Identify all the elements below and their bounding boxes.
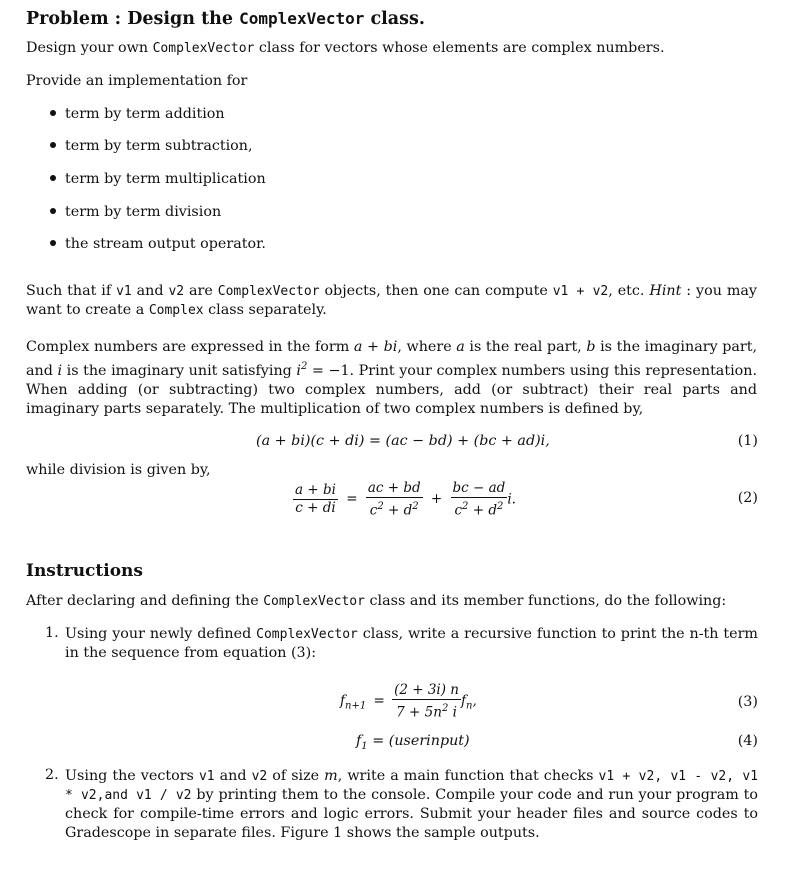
bullet-item xyxy=(50,138,253,154)
bullet-text: the stream output operator. xyxy=(65,236,266,252)
problem-label: Problem : xyxy=(26,9,122,29)
text: objects, then one can compute xyxy=(324,283,548,299)
code-v1: v1 xyxy=(116,284,132,299)
text: and xyxy=(219,768,247,784)
text: class, write a recursive function to print the n-th term in the sequence from equation (3): xyxy=(65,626,758,661)
hint-label: Hint xyxy=(649,283,682,299)
text: are xyxy=(189,283,213,299)
text: Using your newly defined xyxy=(65,626,252,642)
frac-num: a + bi xyxy=(295,482,336,499)
text: , where xyxy=(397,339,452,355)
frac-num: bc − ad xyxy=(452,480,506,496)
text: After declaring and defining the xyxy=(26,593,259,609)
problem-title xyxy=(26,9,425,29)
math-form: a + bi xyxy=(353,339,398,355)
math-m: m xyxy=(324,768,338,784)
bullet-text: term by term division xyxy=(65,204,222,220)
text: , etc. xyxy=(608,283,645,299)
instructions-heading: Instructions xyxy=(26,561,143,581)
complex-paragraph xyxy=(26,338,757,419)
equation-2: $\frac{a + bi}{c + di}$ = $\frac{ac + bd}{c^2 + d^2}$ + $\frac{bc - ad}{c^2 + d^2}$ i. xyxy=(295,480,516,519)
text: is the real part, xyxy=(469,339,582,355)
code-expr: v1 + v2 xyxy=(552,284,609,299)
text: Complex numbers are expressed in the form xyxy=(26,339,350,355)
bullet-dot-icon xyxy=(50,175,56,181)
frac-den: $c^2 + d^2$ xyxy=(369,501,419,519)
math-i: i xyxy=(296,362,301,379)
frac-num: (2 + 3i) n xyxy=(394,682,460,698)
intro-line xyxy=(26,40,665,56)
code-v2: v2 xyxy=(168,284,185,299)
provide-line: Provide an implementation for xyxy=(26,73,248,89)
item-2-text xyxy=(65,767,758,843)
text: is the imaginary unit satisfying xyxy=(66,362,292,379)
item-1-text xyxy=(65,625,758,663)
bullet-text: term by term multiplication xyxy=(65,171,266,187)
fraction xyxy=(451,481,508,519)
code-v2: v2 xyxy=(251,769,268,784)
fraction xyxy=(293,483,338,516)
problem-title-prefix: Design the xyxy=(127,9,234,29)
division-text: while division is given by, xyxy=(26,462,211,478)
text: class and its member functions, do the following: xyxy=(369,593,727,609)
math-i: i xyxy=(57,362,63,379)
bullet-dot-icon xyxy=(50,110,56,116)
intro-prefix: Design your own xyxy=(26,40,149,56)
text: of size xyxy=(272,768,320,784)
bullet-item xyxy=(50,204,221,220)
code-class-name: ComplexVector xyxy=(217,284,320,299)
frac-num: ac + bd xyxy=(367,480,421,496)
code-complex: Complex xyxy=(148,303,204,318)
text: : you may want to create a xyxy=(26,283,757,318)
math-a: a xyxy=(456,339,465,355)
equation-4-number: (4) xyxy=(737,733,758,749)
such-that-paragraph xyxy=(26,282,757,320)
problem-class-name: ComplexVector xyxy=(239,9,365,28)
equation-3-number: (3) xyxy=(737,694,758,710)
frac-den: c + di xyxy=(295,500,336,517)
fraction xyxy=(392,683,461,721)
item-1-number: 1. xyxy=(45,625,59,641)
bullet-text: term by term subtraction, xyxy=(65,138,253,154)
bullet-item xyxy=(50,106,225,122)
intro-suffix: class for vectors whose elements are complex numbers. xyxy=(258,40,665,56)
bullet-dot-icon xyxy=(50,240,56,246)
text: by printing them to the console. Compile your code and run your program to check for compile-time errors and logic errors. Submit your header files and source codes to Gradescope in separate files. Figure 1 shows the sample outputs. xyxy=(65,787,759,841)
text: class separately. xyxy=(208,302,327,318)
bullet-item xyxy=(50,171,266,187)
intro-class-name: ComplexVector xyxy=(152,41,255,56)
equation-4: $f_1$ = (userinput) xyxy=(356,733,470,752)
math-b: b xyxy=(586,339,596,355)
bullet-item xyxy=(50,236,266,252)
text: , write a main function that checks xyxy=(337,768,594,784)
item-2-number: 2. xyxy=(45,767,59,783)
code-class-name: ComplexVector xyxy=(263,594,365,609)
text: is the imaginary part, and xyxy=(26,339,758,379)
bullet-dot-icon xyxy=(50,208,56,214)
fraction xyxy=(366,481,423,519)
code-v1: v1 xyxy=(198,769,215,784)
problem-title-suffix: class. xyxy=(370,9,425,29)
equation-1-number: (1) xyxy=(737,433,758,449)
code-ops: v1 + v2, v1 - v2, v1 * v2,and v1 / v2 xyxy=(65,769,759,803)
math-i-squared: $i^2$ xyxy=(296,361,308,379)
bullet-dot-icon xyxy=(50,142,56,148)
bullet-text: term by term addition xyxy=(65,106,225,122)
frac-den: $7 + 5n^2$ i xyxy=(396,703,457,721)
frac-den: $c^2 + d^2$ xyxy=(454,501,504,519)
code-class-name: ComplexVector xyxy=(256,627,358,642)
text: = −1. Print your complex numbers using this representation. When adding (or subtracting) two complex numbers, add (or subtract) their real parts and imaginary parts separately. The multiplication of two complex numbers is defined by, xyxy=(26,362,758,417)
equation-2-number: (2) xyxy=(737,490,758,506)
equation-3: $f_{n+1}$ = $\frac{(2 + 3i) n}{7 + 5n^2 i}$ $f_n$, xyxy=(340,682,477,721)
instructions-intro xyxy=(26,593,726,609)
equation-1: (a + bi)(c + di) = (ac − bd) + (bc + ad)i, xyxy=(256,433,550,449)
text: Using the vectors xyxy=(65,768,194,784)
text: Such that if xyxy=(26,283,112,299)
text: and xyxy=(136,283,164,299)
